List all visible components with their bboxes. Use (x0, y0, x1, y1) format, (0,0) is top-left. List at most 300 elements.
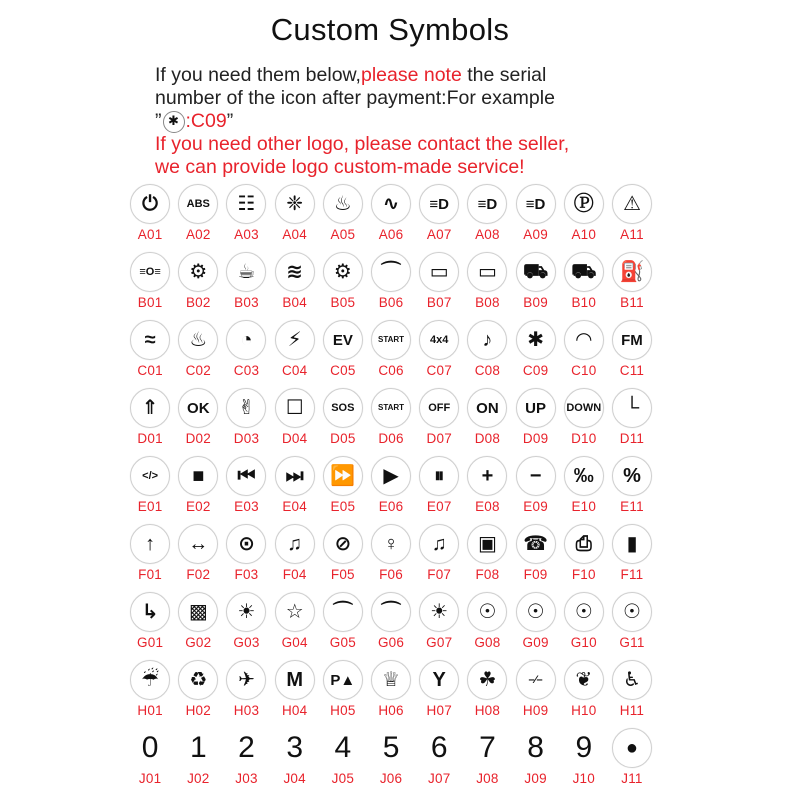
symbol-cell[interactable] (222, 728, 270, 796)
symbol-code: F06 (379, 567, 403, 582)
symbol-cell[interactable] (367, 660, 415, 728)
symbol-code: D06 (378, 431, 404, 446)
yamaha-icon: Y (419, 660, 459, 700)
symbol-cell[interactable] (367, 320, 415, 388)
symbol-code: J07 (428, 771, 451, 786)
rear-defrost-icon: ☷ (226, 184, 266, 224)
symbol-cell[interactable] (174, 320, 222, 388)
symbol-cell[interactable] (415, 388, 463, 456)
symbol-row (126, 184, 666, 252)
down-icon: DOWN (564, 388, 604, 428)
symbol-cell[interactable] (560, 728, 608, 796)
symbol-code: D10 (571, 431, 597, 446)
symbol-cell[interactable] (319, 592, 367, 660)
symbol-code: C08 (474, 363, 501, 378)
symbol-code: J08 (476, 771, 499, 786)
example-close-quote: ” (226, 110, 234, 132)
car-side-open-icon: ▭ (467, 252, 507, 292)
symbol-code: F05 (330, 567, 355, 582)
symbol-code: G09 (522, 635, 549, 650)
recycle-icon: ♻ (178, 660, 218, 700)
example-line (155, 110, 775, 133)
symbol-cell[interactable] (608, 592, 656, 660)
symbol-code: G01 (137, 635, 164, 650)
symbol-code: B05 (330, 295, 356, 310)
symbol-cell[interactable] (126, 728, 174, 796)
symbol-code: J05 (331, 771, 355, 786)
digit-0-icon: 0 (141, 731, 159, 764)
symbol-cell[interactable] (415, 524, 463, 592)
symbol-code: F11 (620, 567, 644, 582)
symbol-cell[interactable] (560, 252, 608, 320)
symbol-code: G06 (377, 635, 405, 650)
switch-icon: –⁄– (516, 660, 556, 700)
symbol-code: F09 (523, 567, 548, 582)
symbol-cell[interactable] (512, 456, 560, 524)
parking-brake-icon: Ⓟ (564, 184, 604, 224)
next-icon: ⏭ (275, 456, 315, 496)
intro-line-1-a: If you need them below, (155, 64, 361, 86)
play-icon: ▶ (371, 456, 411, 496)
symbol-cell[interactable] (222, 388, 270, 456)
symbol-code: A09 (523, 227, 548, 242)
pa-logo-icon: P▲ (323, 660, 363, 700)
symbol-cell[interactable] (271, 524, 319, 592)
pause-icon: ⏸ (419, 456, 459, 496)
corner-icon: └ (612, 388, 652, 428)
symbol-row (126, 252, 666, 320)
symbol-code: H09 (522, 703, 549, 718)
symbol-code: B02 (185, 295, 211, 310)
symbol-cell[interactable] (608, 524, 656, 592)
symbol-code: H08 (474, 703, 501, 718)
symbol-cell[interactable] (319, 728, 367, 796)
symbol-cell[interactable] (126, 184, 174, 252)
symbol-code: A02 (185, 227, 211, 242)
minus-icon: − (516, 456, 556, 496)
symbol-code: J03 (235, 771, 258, 786)
symbol-code: D03 (233, 431, 260, 446)
honda-wing-icon: ♕ (371, 660, 411, 700)
car-skid-icon: ⛟ (564, 252, 604, 292)
symbol-code: A01 (137, 227, 163, 242)
symbol-cell[interactable] (608, 184, 656, 252)
symbol-code: J11 (621, 771, 643, 786)
steering-heat-icon: ♨ (178, 320, 218, 360)
symbol-cell[interactable] (560, 592, 608, 660)
symbol-code: F08 (475, 567, 500, 582)
battery-icon: ▮ (612, 524, 652, 564)
symbol-cell[interactable] (608, 388, 656, 456)
bulb-icon: ☆ (275, 592, 315, 632)
contact-line-1: If you need other logo, please contact the seller, (155, 133, 570, 155)
symbol-cell[interactable] (367, 388, 415, 456)
horn-icon: ⊙ (226, 524, 266, 564)
symbol-code: D11 (619, 431, 645, 446)
symbol-cell[interactable] (319, 388, 367, 456)
example-code: :C09 (185, 110, 227, 132)
symbol-code: B10 (571, 295, 597, 310)
gear-warning-icon: ⚙ (323, 252, 363, 292)
symbol-row (126, 320, 666, 388)
fast-forward-icon: ⏩ (323, 456, 363, 496)
example-open-quote: ” (155, 110, 162, 132)
symbol-cell[interactable] (271, 728, 319, 796)
symbol-code: G02 (185, 635, 212, 650)
symbol-code: C03 (233, 363, 260, 378)
symbol-cell[interactable] (174, 456, 222, 524)
contact-line-2: we can provide logo custom-made service! (155, 156, 525, 178)
symbol-cell[interactable] (271, 184, 319, 252)
symbol-cell[interactable] (512, 252, 560, 320)
symbol-cell[interactable] (415, 320, 463, 388)
light-bulb-warning-icon: ☉ (467, 592, 507, 632)
symbol-cell[interactable] (222, 524, 270, 592)
hazard-triangle-icon: ⚠ (612, 184, 652, 224)
symbol-row (126, 456, 666, 524)
up-icon: UP (516, 388, 556, 428)
4x4-icon: 4x4 (419, 320, 459, 360)
turn-arrow-icon: ↳ (130, 592, 170, 632)
symbol-cell[interactable] (174, 660, 222, 728)
symbol-cell[interactable] (512, 592, 560, 660)
symbol-cell[interactable] (463, 660, 511, 728)
symbol-cell[interactable] (126, 456, 174, 524)
symbol-code: D09 (522, 431, 549, 446)
symbol-cell[interactable] (222, 456, 270, 524)
symbol-cell[interactable] (126, 252, 174, 320)
symbol-cell[interactable] (174, 592, 222, 660)
symbol-code: H04 (281, 703, 308, 718)
coolant-icon: ≋ (275, 252, 315, 292)
symbol-code: A06 (378, 227, 404, 242)
symbol-cell[interactable] (463, 320, 511, 388)
symbol-code: A07 (426, 227, 452, 242)
ev-model-icon: EV (323, 320, 363, 360)
symbol-cell[interactable] (512, 728, 560, 796)
symbol-cell[interactable] (415, 592, 463, 660)
symbol-code: E05 (330, 499, 356, 514)
symbol-cell[interactable] (560, 320, 608, 388)
symbol-cell[interactable] (367, 456, 415, 524)
headlight-icon: ≡D (419, 184, 459, 224)
symbol-code: A11 (620, 227, 644, 242)
percent-icon: % (612, 456, 652, 496)
symbol-cell[interactable] (463, 728, 511, 796)
symbol-cell[interactable] (463, 252, 511, 320)
symbol-code: D08 (474, 431, 501, 446)
off-icon: OFF (419, 388, 459, 428)
symbol-code: E09 (523, 499, 548, 514)
symbol-code: C04 (281, 363, 308, 378)
on-icon: ON (467, 388, 507, 428)
symbol-cell[interactable] (367, 252, 415, 320)
symbol-code: J04 (283, 771, 306, 786)
page-title: Custom Symbols (270, 12, 510, 47)
symbol-grid (126, 184, 666, 796)
bell-icon: ♫ (419, 524, 459, 564)
bluetooth-icon: ✱ (163, 111, 185, 133)
symbol-cell[interactable] (319, 524, 367, 592)
digit-3-icon: 3 (286, 731, 303, 764)
symbol-code: H07 (426, 703, 452, 718)
symbol-code: E04 (282, 499, 307, 514)
symbol-code: D05 (330, 431, 356, 446)
symbol-cell[interactable] (463, 184, 511, 252)
wiper-spray-icon: ∿ (371, 184, 411, 224)
symbol-cell[interactable] (512, 320, 560, 388)
symbol-code: F10 (571, 567, 596, 582)
symbol-code: B11 (620, 295, 644, 310)
symbol-code: G03 (233, 635, 260, 650)
arrow-up-icon: ↑ (130, 524, 170, 564)
symbol-code: G10 (570, 635, 597, 650)
symbol-code: E10 (571, 499, 597, 514)
symbol-cell[interactable] (319, 184, 367, 252)
symbol-cell[interactable] (463, 388, 511, 456)
symbol-code: A05 (330, 227, 356, 242)
symbol-code: G05 (329, 635, 356, 650)
thermometer-icon: ☕ (226, 252, 266, 292)
symbol-code: E02 (185, 499, 211, 514)
intro-line-1 (155, 64, 775, 87)
symbol-cell[interactable] (174, 184, 222, 252)
symbol-cell[interactable] (174, 388, 222, 456)
symbol-row (126, 524, 666, 592)
symbol-cell[interactable] (271, 456, 319, 524)
logo-square-icon: ▩ (178, 592, 218, 632)
symbol-code: F04 (282, 567, 307, 582)
symbol-cell[interactable] (608, 456, 656, 524)
speedometer-icon: ◔ (226, 320, 266, 360)
symbol-cell[interactable] (463, 592, 511, 660)
symbol-code: C01 (137, 363, 163, 378)
symbol-cell[interactable] (271, 592, 319, 660)
symbol-cell[interactable] (415, 660, 463, 728)
symbol-row (126, 660, 666, 728)
fm-icon: FM (612, 320, 652, 360)
thumbs-up-icon: ✌ (226, 388, 266, 428)
symbol-cell[interactable] (512, 660, 560, 728)
code-icon: </> (130, 456, 170, 496)
printer-icon: ⎙ (564, 524, 604, 564)
symbol-cell[interactable] (174, 524, 222, 592)
symbol-cell[interactable] (608, 728, 656, 796)
lamp-icon: ☉ (612, 592, 652, 632)
unlock-icon: ☐ (275, 388, 315, 428)
previous-icon: ⏮ (226, 456, 266, 496)
symbol-cell[interactable] (512, 184, 560, 252)
microphone-icon: ♀ (371, 524, 411, 564)
symbol-cell[interactable] (463, 524, 511, 592)
symbol-code: E06 (378, 499, 404, 514)
symbol-cell[interactable] (271, 388, 319, 456)
high-beam-icon: ≡D (516, 184, 556, 224)
washer-front-icon: ⌒ (323, 592, 363, 632)
speaker-icon: ▣ (467, 524, 507, 564)
symbol-code: G08 (474, 635, 501, 650)
intro-text (155, 64, 775, 179)
symbol-code: C09 (522, 363, 549, 378)
symbol-code: G04 (281, 635, 308, 650)
digit-1-icon: 1 (189, 731, 207, 764)
symbol-code: C11 (619, 363, 645, 378)
fan-icon: ❈ (275, 184, 315, 224)
seat-heat-icon: ♨ (323, 184, 363, 224)
digit-6-icon: 6 (430, 731, 448, 764)
symbol-cell[interactable] (415, 728, 463, 796)
symbol-cell[interactable] (126, 524, 174, 592)
dot-icon: ● (612, 728, 652, 768)
symbol-cell[interactable] (222, 252, 270, 320)
symbol-code: G11 (619, 635, 645, 650)
symbol-code: B09 (523, 295, 548, 310)
symbol-code: J09 (524, 771, 547, 786)
digit-8-icon: 8 (527, 731, 544, 764)
symbol-cell[interactable] (560, 660, 608, 728)
symbol-cell[interactable] (463, 456, 511, 524)
symbol-cell[interactable] (560, 184, 608, 252)
symbol-code: F01 (138, 567, 163, 582)
symbol-cell[interactable] (271, 320, 319, 388)
symbol-cell[interactable] (415, 252, 463, 320)
symbol-cell[interactable] (319, 456, 367, 524)
symbol-cell[interactable] (319, 660, 367, 728)
symbol-cell[interactable] (367, 524, 415, 592)
intro-line-1-b: please note (360, 64, 462, 86)
symbol-code: F02 (186, 567, 211, 582)
volume-icon: ♫ (275, 524, 315, 564)
symbol-cell[interactable] (560, 524, 608, 592)
symbol-cell[interactable] (271, 252, 319, 320)
symbol-cell[interactable] (367, 728, 415, 796)
digit-7-icon: 7 (479, 731, 496, 764)
symbol-code: J06 (379, 771, 403, 786)
symbol-code: E08 (475, 499, 500, 514)
symbol-cell[interactable] (126, 388, 174, 456)
stop-icon: ■ (178, 456, 218, 496)
grapes-icon: ☘ (467, 660, 507, 700)
tpms-icon: ☉ (516, 592, 556, 632)
symbol-code: D01 (137, 431, 163, 446)
symbol-cell[interactable] (222, 592, 270, 660)
symbol-code: E11 (620, 499, 644, 514)
symbol-cell[interactable] (319, 320, 367, 388)
digit-2-icon: 2 (238, 731, 255, 764)
symbol-code: A10 (571, 227, 597, 242)
symbol-code: A08 (475, 227, 500, 242)
symbol-code: G07 (426, 635, 453, 650)
symbol-cell[interactable] (608, 320, 656, 388)
side-lights-icon: ≡O≡ (130, 252, 170, 292)
symbol-code: F03 (234, 567, 259, 582)
symbol-cell[interactable] (126, 660, 174, 728)
symbol-cell[interactable] (319, 252, 367, 320)
wheelchair-icon: ♿ (612, 660, 652, 700)
wifi-icon: ◠ (564, 320, 604, 360)
symbol-code: H06 (378, 703, 404, 718)
symbol-cell[interactable] (271, 660, 319, 728)
symbol-code: J10 (572, 771, 595, 786)
symbol-code: B01 (137, 295, 163, 310)
car-side-icon: ▭ (419, 252, 459, 292)
symbol-cell[interactable] (126, 592, 174, 660)
symbol-cell[interactable] (560, 388, 608, 456)
symbol-cell[interactable] (608, 252, 656, 320)
symbol-code: B04 (282, 295, 307, 310)
symbol-cell[interactable] (415, 184, 463, 252)
symbol-code: H02 (185, 703, 211, 718)
symbol-cell[interactable] (367, 592, 415, 660)
symbol-code: E01 (137, 499, 163, 514)
intro-line-1-c: the serial (461, 64, 547, 86)
monster-icon: M (275, 660, 315, 700)
symbol-cell[interactable] (608, 660, 656, 728)
fuel-pump-icon: ⛽ (612, 252, 652, 292)
symbol-cell[interactable] (222, 660, 270, 728)
symbol-code: B08 (475, 295, 500, 310)
symbol-cell[interactable] (512, 524, 560, 592)
waves-icon: ≈ (130, 320, 170, 360)
symbol-cell[interactable] (174, 728, 222, 796)
symbol-row (126, 728, 666, 796)
symbol-code: H01 (137, 703, 163, 718)
symbol-code: E07 (426, 499, 452, 514)
digit-4-icon: 4 (334, 731, 352, 764)
symbol-cell[interactable] (222, 184, 270, 252)
symbol-cell[interactable] (367, 184, 415, 252)
symbol-code: J02 (187, 771, 210, 786)
symbol-code: B07 (426, 295, 452, 310)
symbol-cell[interactable] (560, 456, 608, 524)
per-mille-icon: ‰ (564, 456, 604, 496)
intro-line-2: number of the icon after payment:For example (155, 87, 555, 109)
symbol-cell[interactable] (174, 252, 222, 320)
symbol-cell[interactable] (512, 388, 560, 456)
symbol-code: E03 (234, 499, 259, 514)
power-icon: ⏻ (130, 184, 170, 224)
beacon-icon: ☀ (226, 592, 266, 632)
engine-icon: ⚙ (178, 252, 218, 292)
windshield-icon: ⌒ (371, 252, 411, 292)
phone-charge-icon: ⚡ (275, 320, 315, 360)
symbol-code: C10 (571, 363, 597, 378)
symbol-code: B06 (378, 295, 404, 310)
digit-9-icon: 9 (575, 731, 593, 764)
digit-5-icon: 5 (382, 731, 400, 764)
symbol-code: C06 (378, 363, 404, 378)
drone-icon: ✈ (226, 660, 266, 700)
symbol-code: A03 (234, 227, 259, 242)
bluetooth-icon: ✱ (516, 320, 556, 360)
symbol-code: A04 (282, 227, 307, 242)
bulb-out-icon: ☉ (564, 592, 604, 632)
symbol-cell[interactable] (415, 456, 463, 524)
symbol-row (126, 592, 666, 660)
car-front-icon: ⛟ (516, 252, 556, 292)
abs-icon: ABS (178, 184, 218, 224)
symbol-code: H03 (233, 703, 260, 718)
faucet-icon: ☔ (130, 660, 170, 700)
symbol-code: J01 (138, 771, 162, 786)
symbol-cell[interactable] (126, 320, 174, 388)
arrows-horizontal-icon: ↔ (178, 524, 218, 564)
symbol-code: D02 (185, 431, 211, 446)
symbol-code: C07 (426, 363, 452, 378)
symbol-cell[interactable] (222, 320, 270, 388)
symbol-code: H11 (619, 703, 645, 718)
symbol-row (126, 388, 666, 456)
